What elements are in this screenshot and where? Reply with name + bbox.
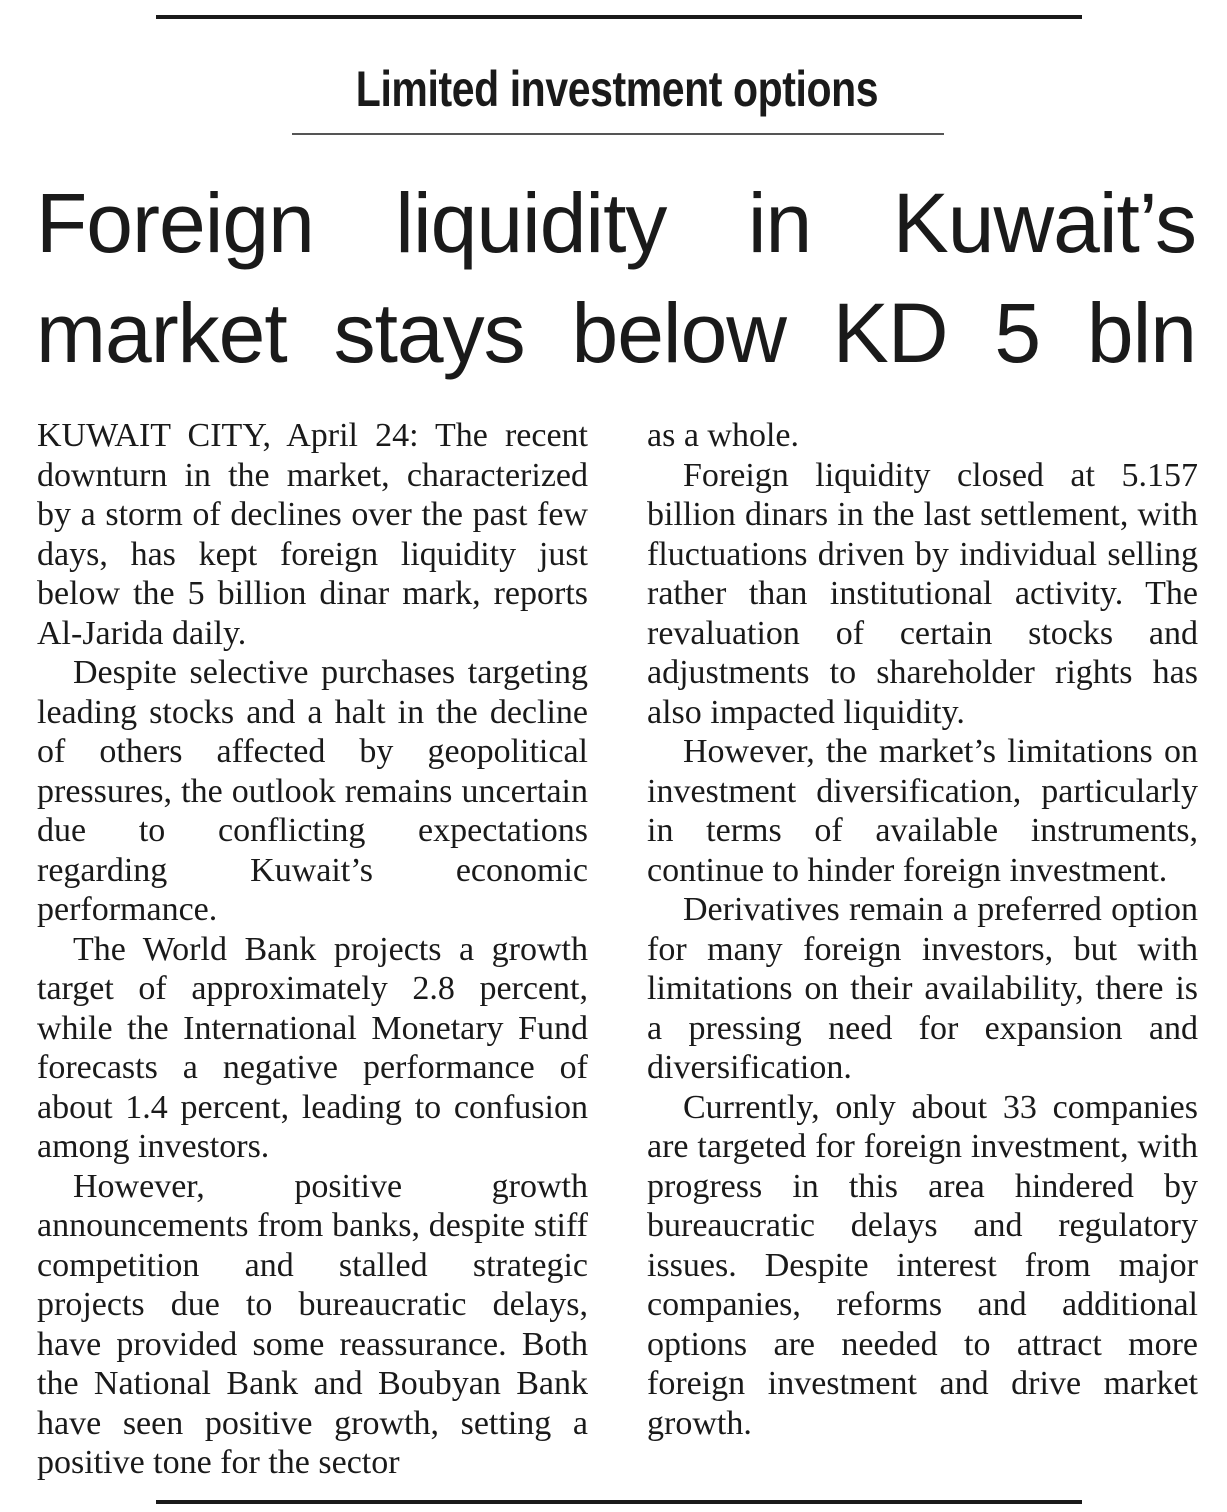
paragraph: Derivatives remain a preferred option for many foreign investors, but with limitations on their availability, there is a pressing need for expansion and diversification. <box>647 891 1198 1086</box>
top-rule <box>156 15 1082 19</box>
kicker-heading: Limited investment options <box>355 61 879 117</box>
paragraph: as a whole. <box>647 417 800 454</box>
body-column-right <box>647 416 1198 1443</box>
paragraph: Despite selective purchases targeting leading stocks and a halt in the decline of others affected by geopolitical pressures, the outlook remains uncertain due to conflicting expectations regarding Kuwait’s economic performance. <box>37 654 588 928</box>
paragraph: However, positive growth announcements from banks, despite stiff competition and stalled strategic projects due to bureaucratic delays, have provided some reassurance. Both the National Bank and Boubyan Bank have seen positive growth, setting a positive tone for the sector <box>37 1167 588 1481</box>
paragraph: The World Bank projects a growth target of approximately 2.8 percent, while the International Monetary Fund forecasts a negative performance of about 1.4 percent, leading to confusion among investors. <box>37 930 588 1165</box>
headline: Foreign liquidity in Kuwait’s market stays below KD 5 bln <box>36 176 1196 380</box>
paragraph: However, the market’s limitations on investment diversification, particularly in terms of available instruments, continue to hinder foreign investment. <box>647 733 1198 889</box>
paragraph: KUWAIT CITY, April 24: The recent downturn in the market, characterized by a storm of declines over the past few days, has kept foreign liquidity just below the 5 billion dinar mark, reports Al-Jarida daily. <box>37 417 588 652</box>
body-column-left <box>37 416 588 1483</box>
paragraph: Foreign liquidity closed at 5.157 billion dinars in the last settlement, with fluctuations driven by individual selling rather than institutional activity. The revaluation of certain stocks and adjustments to shareholder rights has also impacted liquidity. <box>647 456 1198 731</box>
paragraph: Currently, only about 33 companies are targeted for foreign investment, with progress in this area hindered by bureaucratic delays and regulatory issues. Despite interest from major companies, reforms and additional options are needed to attract more foreign investment and drive market growth. <box>647 1088 1198 1442</box>
kicker-underline <box>292 133 944 135</box>
bottom-rule <box>156 1500 1082 1504</box>
